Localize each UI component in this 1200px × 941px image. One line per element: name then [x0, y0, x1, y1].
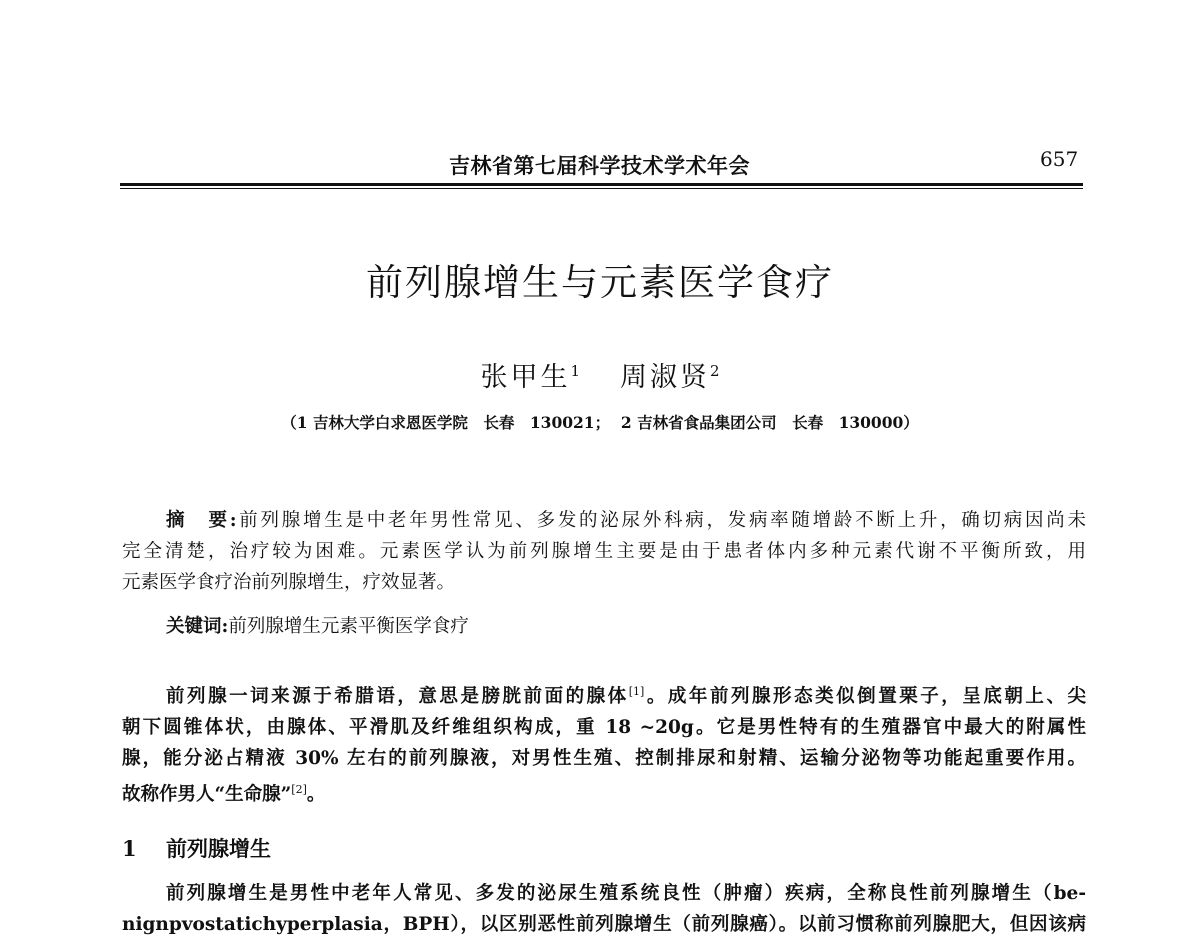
intro-line-2: 朝下圆锥体状，由腺体、平滑肌及纤维组织构成，重 18 ~20g。它是男性特有的生殖器官中最大的附属性	[122, 717, 1086, 739]
section-heading-1	[122, 833, 271, 863]
author-affil-mark-2: 2	[710, 362, 720, 380]
intro-text-4a: 故称作男人“生命腺”	[122, 784, 292, 806]
intro-line-1	[122, 676, 1086, 712]
author-list	[0, 355, 1200, 394]
abstract-line-1	[122, 505, 1086, 536]
citation-ref-1: [1]	[628, 685, 645, 698]
abstract-label: 摘 要:	[166, 510, 237, 531]
author-name-1: 张甲生	[480, 362, 571, 393]
author-affil-mark-1: 1	[570, 362, 580, 380]
section-title: 前列腺增生	[166, 836, 271, 861]
header-rule-thick	[120, 183, 1083, 186]
intro-paragraph	[122, 676, 1086, 810]
intro-line-4	[122, 774, 1086, 810]
abstract-text-1: 前列腺增生是中老年男性常见、多发的泌尿外科病，发病率随增龄不断上升，确切病因尚未	[236, 510, 1086, 531]
abstract-line-3: 元素医学食疗治前列腺增生，疗效显著。	[122, 572, 456, 593]
citation-ref-2: [2]	[291, 783, 307, 797]
abstract	[122, 505, 1086, 598]
section-1-line-2: nignpvostatichyperplasia，BPH），以区别恶性前列腺增生（前列腺癌）。以前习惯称前列腺肥大，但因该病	[122, 914, 1086, 935]
running-head: 吉林省第七届科学技术学术年会	[449, 153, 750, 178]
section-1-line-1: 前列腺增生是男性中老年人常见、多发的泌尿生殖系统良性（肿瘤）疾病，全称良性前列腺增生（be-	[166, 883, 1086, 904]
header-rule-thin	[120, 188, 1083, 189]
intro-text-1a: 前列腺一词来源于希腊语，意思是膀胱前面的腺体	[166, 686, 629, 708]
section-1-paragraph	[122, 878, 1086, 940]
intro-line-3: 腺，能分泌占精液 30% 左右的前列腺液，对男性生殖、控制排尿和射精、运输分泌物等功能起重要作用。	[122, 748, 1086, 770]
paper-title: 前列腺增生与元素医学食疗	[366, 261, 834, 304]
keywords	[166, 612, 469, 638]
author-name-2: 周淑贤	[620, 362, 710, 393]
intro-text-1b: 。成年前列腺形态类似倒置栗子，呈底朝上、尖	[644, 686, 1086, 708]
page-number: 657	[1040, 147, 1079, 171]
affiliation: （1 吉林大学白求恩医学院 长春 130021； 2 吉林省食品集团公司 长春 130000）	[281, 413, 919, 432]
section-number: 1	[122, 836, 137, 861]
keywords-label: 关键词:	[166, 616, 229, 637]
intro-text-4b: 。	[306, 784, 326, 806]
abstract-line-2: 完全清楚，治疗较为困难。元素医学认为前列腺增生主要是由于患者体内多种元素代谢不平衡所致，用	[122, 541, 1086, 562]
keywords-text: 前列腺增生元素平衡医学食疗	[228, 616, 469, 637]
